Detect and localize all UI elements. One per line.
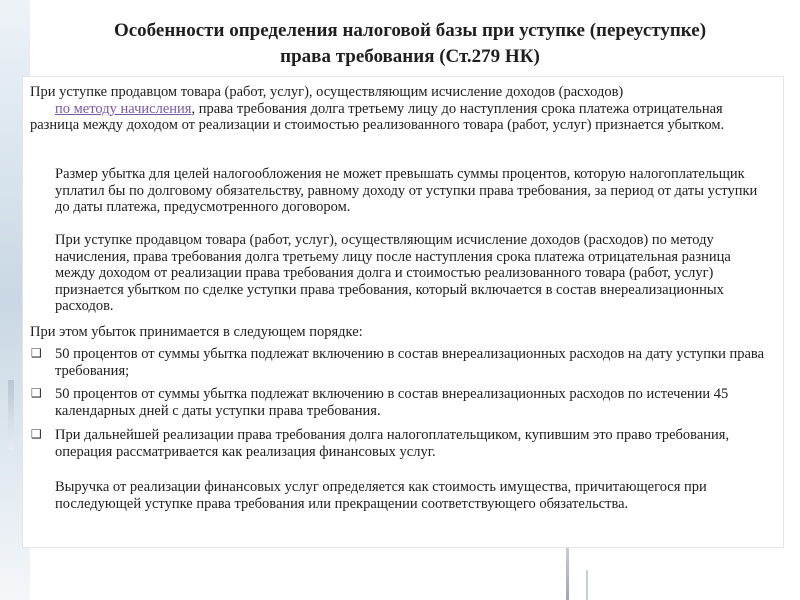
bullet-item-2: 50 процентов от суммы убытка подлежат включению в состав внереализационных расходов по истечении 45 календарных дней с даты уступки права требования. [55,386,729,419]
slide-title-line-1: Особенности определения налоговой базы при уступке (переуступке) [113,20,707,41]
paragraph-3: При уступке продавцом товара (работ, услуг), осуществляющим исчисление доходов (расходов) по методу начисления, права требования долга третьему лицу после наступления срока платежа отрицательная разница между доходом от реализации права требования долга и стоимостью реализованного товара (работ, услуг) признается убытком по сделке уступки права требования, который включается в состав внереализационных расходов. [55,232,731,314]
paragraph-4: При этом убыток принимается в следующем порядке: [30,324,363,340]
square-bullet-icon: ❑ [31,346,42,360]
square-bullet-icon: ❑ [31,386,42,400]
background-bottom-line-2 [586,570,588,600]
paragraph-2: Размер убытка для целей налогообложения не может превышать суммы процентов, которую налогоплательщик уплатил бы по долговому обязательству, равному доходу от уступки права требования, за период от даты уступки до даты платежа, предусмотренного договором. [55,166,758,215]
bullet-item-1: 50 процентов от суммы убытка подлежат включению в состав внереализационных расходов на дату уступки права требования; [55,346,764,379]
paragraph-5: Выручка от реализации финансовых услуг определяется как стоимость имущества, причитающегося при последующей уступке права требования или прекращении соответствующего обязательства. [55,479,707,512]
method-accrual-link[interactable]: по методу начисления [55,100,192,117]
slide-title [30,18,790,70]
square-bullet-icon: ❑ [31,427,42,441]
background-left-stripe [8,380,14,450]
paragraph-1 [30,84,775,134]
paragraph-1-rest: , права требования долга третьему лицу до наступления срока платежа отрицательная разница между доходом от реализации и стоимостью реализованного товара (работ, услуг) признается убытком. [30,100,725,133]
bullet-item-3: При дальнейшей реализации права требования долга налогоплательщиком, купившим это право требования, операция рассматривается как реализация финансовых услуг. [55,427,730,460]
background-bottom-line [566,545,569,600]
slide-title-line-2: права требования (Ст.279 НК) [280,46,540,67]
paragraph-1-text: При уступке продавцом товара (работ, услуг), осуществляющим исчисление доходов (расходов) [30,84,624,100]
